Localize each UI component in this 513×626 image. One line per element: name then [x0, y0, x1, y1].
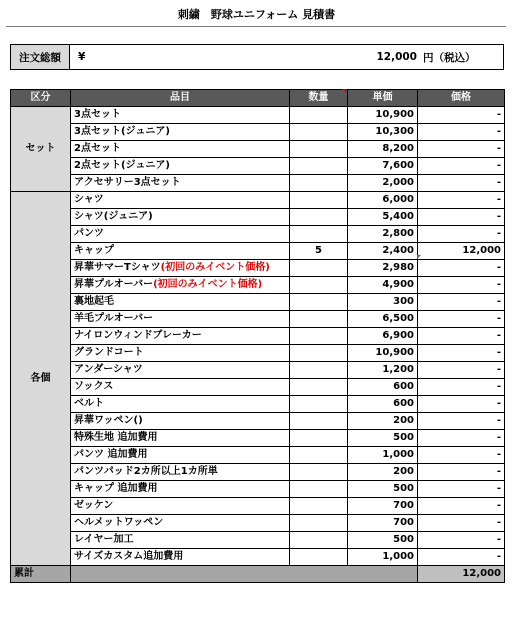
price-cell[interactable]: -	[418, 141, 505, 158]
table-row	[11, 107, 505, 124]
qty-cell[interactable]	[290, 260, 348, 277]
item-name: シャツ(ジュニア)	[74, 211, 153, 222]
qty-cell[interactable]	[290, 379, 348, 396]
item-note: (初回のみイベント価格)	[160, 262, 270, 273]
item-name-cell[interactable]	[71, 141, 290, 158]
item-name: ベルト	[74, 398, 104, 409]
item-name: パンツ 追加費用	[74, 449, 148, 460]
price-cell[interactable]: -	[418, 260, 505, 277]
table-row	[11, 430, 505, 447]
table-row	[11, 532, 505, 549]
qty-cell[interactable]	[290, 447, 348, 464]
qty-cell[interactable]	[290, 549, 348, 566]
item-name: グランドコート	[74, 347, 144, 358]
item-name-cell[interactable]	[71, 107, 290, 124]
qty-cell[interactable]	[290, 294, 348, 311]
unit-price-cell[interactable]: 2,400	[348, 243, 418, 260]
header-unit-price: 単価	[348, 90, 418, 107]
qty-cell[interactable]	[290, 107, 348, 124]
header-price: 価格	[418, 90, 505, 107]
header-qty: 数量	[290, 90, 348, 107]
unit-price-cell[interactable]: 7,600	[348, 158, 418, 175]
table-row	[11, 175, 505, 192]
table-row	[11, 362, 505, 379]
item-name-cell[interactable]	[71, 447, 290, 464]
total-label: 累計	[11, 566, 71, 583]
table-row	[11, 141, 505, 158]
price-cell[interactable]: -	[418, 379, 505, 396]
price-cell[interactable]: -	[418, 294, 505, 311]
price-cell[interactable]: -	[418, 209, 505, 226]
unit-price-cell[interactable]: 4,900	[348, 277, 418, 294]
qty-cell[interactable]	[290, 430, 348, 447]
price-cell[interactable]: -	[418, 328, 505, 345]
unit-price-cell[interactable]: 600	[348, 396, 418, 413]
item-name: シャツ	[74, 194, 104, 205]
item-name: ソックス	[74, 381, 114, 392]
item-name: 昇華サマーTシャツ	[74, 262, 161, 273]
item-name: キャップ 追加費用	[74, 483, 158, 494]
item-name-cell[interactable]	[71, 209, 290, 226]
order-total-unit: 円（税込）	[423, 51, 476, 64]
qty-cell[interactable]	[290, 209, 348, 226]
item-name-cell[interactable]	[71, 277, 290, 294]
price-cell[interactable]: -	[418, 107, 505, 124]
price-cell[interactable]: -	[418, 362, 505, 379]
unit-price-cell[interactable]: 1,000	[348, 447, 418, 464]
table-row	[11, 311, 505, 328]
comment-indicator-icon	[342, 89, 346, 93]
item-name-cell[interactable]	[71, 498, 290, 515]
qty-cell[interactable]	[290, 328, 348, 345]
unit-price-cell[interactable]: 10,900	[348, 107, 418, 124]
item-name: ゼッケン	[74, 500, 114, 511]
price-cell[interactable]: -	[418, 158, 505, 175]
yen-symbol: ¥	[78, 51, 86, 63]
qty-cell[interactable]	[290, 192, 348, 209]
table-row	[11, 379, 505, 396]
qty-cell[interactable]	[290, 175, 348, 192]
table-row	[11, 209, 505, 226]
item-name: ヘルメットワッペン	[74, 517, 164, 528]
table-row	[11, 192, 505, 209]
order-total-amount[interactable]: 12,000	[376, 51, 417, 63]
unit-price-cell[interactable]: 300	[348, 294, 418, 311]
table-body	[11, 107, 505, 583]
item-name: 3点セット	[74, 109, 121, 120]
item-name: 2点セット	[74, 143, 121, 154]
item-name-cell[interactable]	[71, 124, 290, 141]
title-underline	[6, 26, 506, 27]
qty-cell[interactable]	[290, 515, 348, 532]
item-name: パンツ	[74, 228, 104, 239]
item-name-cell[interactable]	[71, 515, 290, 532]
price-cell[interactable]: -	[418, 430, 505, 447]
price-cell[interactable]: -	[418, 549, 505, 566]
unit-price-cell[interactable]: 1,000	[348, 549, 418, 566]
order-total-box	[10, 44, 504, 70]
qty-cell[interactable]	[290, 498, 348, 515]
table-row	[11, 447, 505, 464]
table-row	[11, 498, 505, 515]
unit-price-cell[interactable]: 6,000	[348, 192, 418, 209]
item-name: アクセサリー3点セット	[74, 177, 181, 188]
qty-cell[interactable]	[290, 158, 348, 175]
unit-price-cell[interactable]: 2,800	[348, 226, 418, 243]
item-name-cell[interactable]	[71, 549, 290, 566]
table-row	[11, 345, 505, 362]
price-cell[interactable]: -	[418, 464, 505, 481]
unit-price-cell[interactable]: 5,400	[348, 209, 418, 226]
item-name: 昇華ワッペン()	[74, 415, 143, 426]
header-item: 品目	[71, 90, 290, 107]
price-cell[interactable]: -	[418, 498, 505, 515]
item-name: ナイロンウィンドブレーカー	[74, 330, 202, 341]
item-name-cell[interactable]	[71, 328, 290, 345]
item-name-cell[interactable]	[71, 294, 290, 311]
unit-price-cell[interactable]: 700	[348, 515, 418, 532]
price-cell[interactable]: -	[418, 277, 505, 294]
unit-price-cell[interactable]: 200	[348, 413, 418, 430]
price-cell[interactable]: -	[418, 345, 505, 362]
item-name: キャップ	[74, 245, 114, 256]
item-name-cell[interactable]	[71, 158, 290, 175]
table-row	[11, 226, 505, 243]
unit-price-cell[interactable]: 6,900	[348, 328, 418, 345]
item-name: サイズカスタム追加費用	[74, 551, 184, 562]
price-cell[interactable]: -	[418, 311, 505, 328]
unit-price-cell[interactable]: 600	[348, 379, 418, 396]
table-row	[11, 515, 505, 532]
qty-cell[interactable]	[290, 464, 348, 481]
unit-price-cell[interactable]: 8,200	[348, 141, 418, 158]
table-row	[11, 549, 505, 566]
qty-cell[interactable]	[290, 362, 348, 379]
item-name-cell[interactable]	[71, 396, 290, 413]
item-name-cell[interactable]	[71, 175, 290, 192]
item-name: 特殊生地 追加費用	[74, 432, 158, 443]
qty-cell[interactable]: 5	[290, 243, 348, 260]
qty-cell[interactable]	[290, 124, 348, 141]
sheet-title: 刺繍 野球ユニフォーム 見積書	[177, 8, 336, 21]
table-row	[11, 277, 505, 294]
qty-cell[interactable]	[290, 532, 348, 549]
price-cell[interactable]: -	[418, 396, 505, 413]
price-cell[interactable]: -	[418, 447, 505, 464]
table-row	[11, 243, 505, 260]
unit-price-cell[interactable]: 2,980	[348, 260, 418, 277]
item-name-cell[interactable]	[71, 243, 290, 260]
item-name-cell[interactable]	[71, 260, 290, 277]
price-cell[interactable]: -	[418, 124, 505, 141]
item-name-cell[interactable]	[71, 481, 290, 498]
price-cell[interactable]: -	[418, 192, 505, 209]
item-name: レイヤー加工	[74, 534, 134, 545]
table-row	[11, 396, 505, 413]
item-name-cell[interactable]	[71, 362, 290, 379]
item-name-cell[interactable]	[71, 532, 290, 549]
price-cell[interactable]: 12,000	[418, 243, 505, 260]
error-indicator-icon	[417, 255, 421, 259]
unit-price-cell[interactable]: 700	[348, 498, 418, 515]
qty-cell[interactable]	[290, 413, 348, 430]
price-cell[interactable]: -	[418, 481, 505, 498]
unit-price-cell[interactable]: 500	[348, 430, 418, 447]
item-name-cell[interactable]	[71, 311, 290, 328]
unit-price-cell[interactable]: 500	[348, 481, 418, 498]
table-row	[11, 260, 505, 277]
category-cell: セット	[11, 107, 71, 192]
item-name-cell[interactable]	[71, 379, 290, 396]
total-row	[11, 566, 505, 583]
qty-cell[interactable]	[290, 481, 348, 498]
unit-price-cell[interactable]: 500	[348, 532, 418, 549]
qty-cell[interactable]	[290, 396, 348, 413]
table-row	[11, 294, 505, 311]
unit-price-cell[interactable]: 6,500	[348, 311, 418, 328]
table-row	[11, 124, 505, 141]
total-spacer	[71, 566, 418, 583]
unit-price-cell[interactable]: 10,300	[348, 124, 418, 141]
item-name-cell[interactable]	[71, 464, 290, 481]
unit-price-cell[interactable]: 1,200	[348, 362, 418, 379]
qty-cell[interactable]	[290, 277, 348, 294]
item-name: 昇華プルオーバー	[74, 279, 154, 290]
item-name: 3点セット(ジュニア)	[74, 126, 170, 137]
price-cell[interactable]: -	[418, 515, 505, 532]
qty-cell[interactable]	[290, 226, 348, 243]
table-row	[11, 464, 505, 481]
total-amount[interactable]: 12,000	[418, 566, 505, 583]
estimate-table	[10, 89, 505, 583]
item-name: アンダーシャツ	[74, 364, 143, 375]
qty-cell[interactable]	[290, 345, 348, 362]
price-cell[interactable]: -	[418, 175, 505, 192]
price-cell[interactable]: -	[418, 532, 505, 549]
item-name-cell[interactable]	[71, 345, 290, 362]
table-row	[11, 328, 505, 345]
unit-price-cell[interactable]: 2,000	[348, 175, 418, 192]
item-name: パンツパッド2カ所以上1カ所単	[74, 466, 218, 477]
item-name: 裏地起毛	[74, 296, 114, 307]
header-category: 区分	[11, 90, 71, 107]
item-name: 2点セット(ジュニア)	[74, 160, 170, 171]
item-name-cell[interactable]	[71, 413, 290, 430]
table-header-row	[11, 90, 505, 107]
item-note: (初回のみイベント価格)	[153, 279, 263, 290]
item-name-cell[interactable]	[71, 192, 290, 209]
price-cell[interactable]: -	[418, 226, 505, 243]
qty-cell[interactable]	[290, 311, 348, 328]
price-cell[interactable]: -	[418, 413, 505, 430]
table-row	[11, 481, 505, 498]
unit-price-cell[interactable]: 200	[348, 464, 418, 481]
table-row	[11, 158, 505, 175]
unit-price-cell[interactable]: 10,900	[348, 345, 418, 362]
category-cell: 各個	[11, 192, 71, 566]
qty-cell[interactable]	[290, 141, 348, 158]
item-name: 羊毛プルオーバー	[74, 313, 154, 324]
table-row	[11, 413, 505, 430]
item-name-cell[interactable]	[71, 430, 290, 447]
item-name-cell[interactable]	[71, 226, 290, 243]
order-total-label: 注文総額	[11, 45, 70, 69]
